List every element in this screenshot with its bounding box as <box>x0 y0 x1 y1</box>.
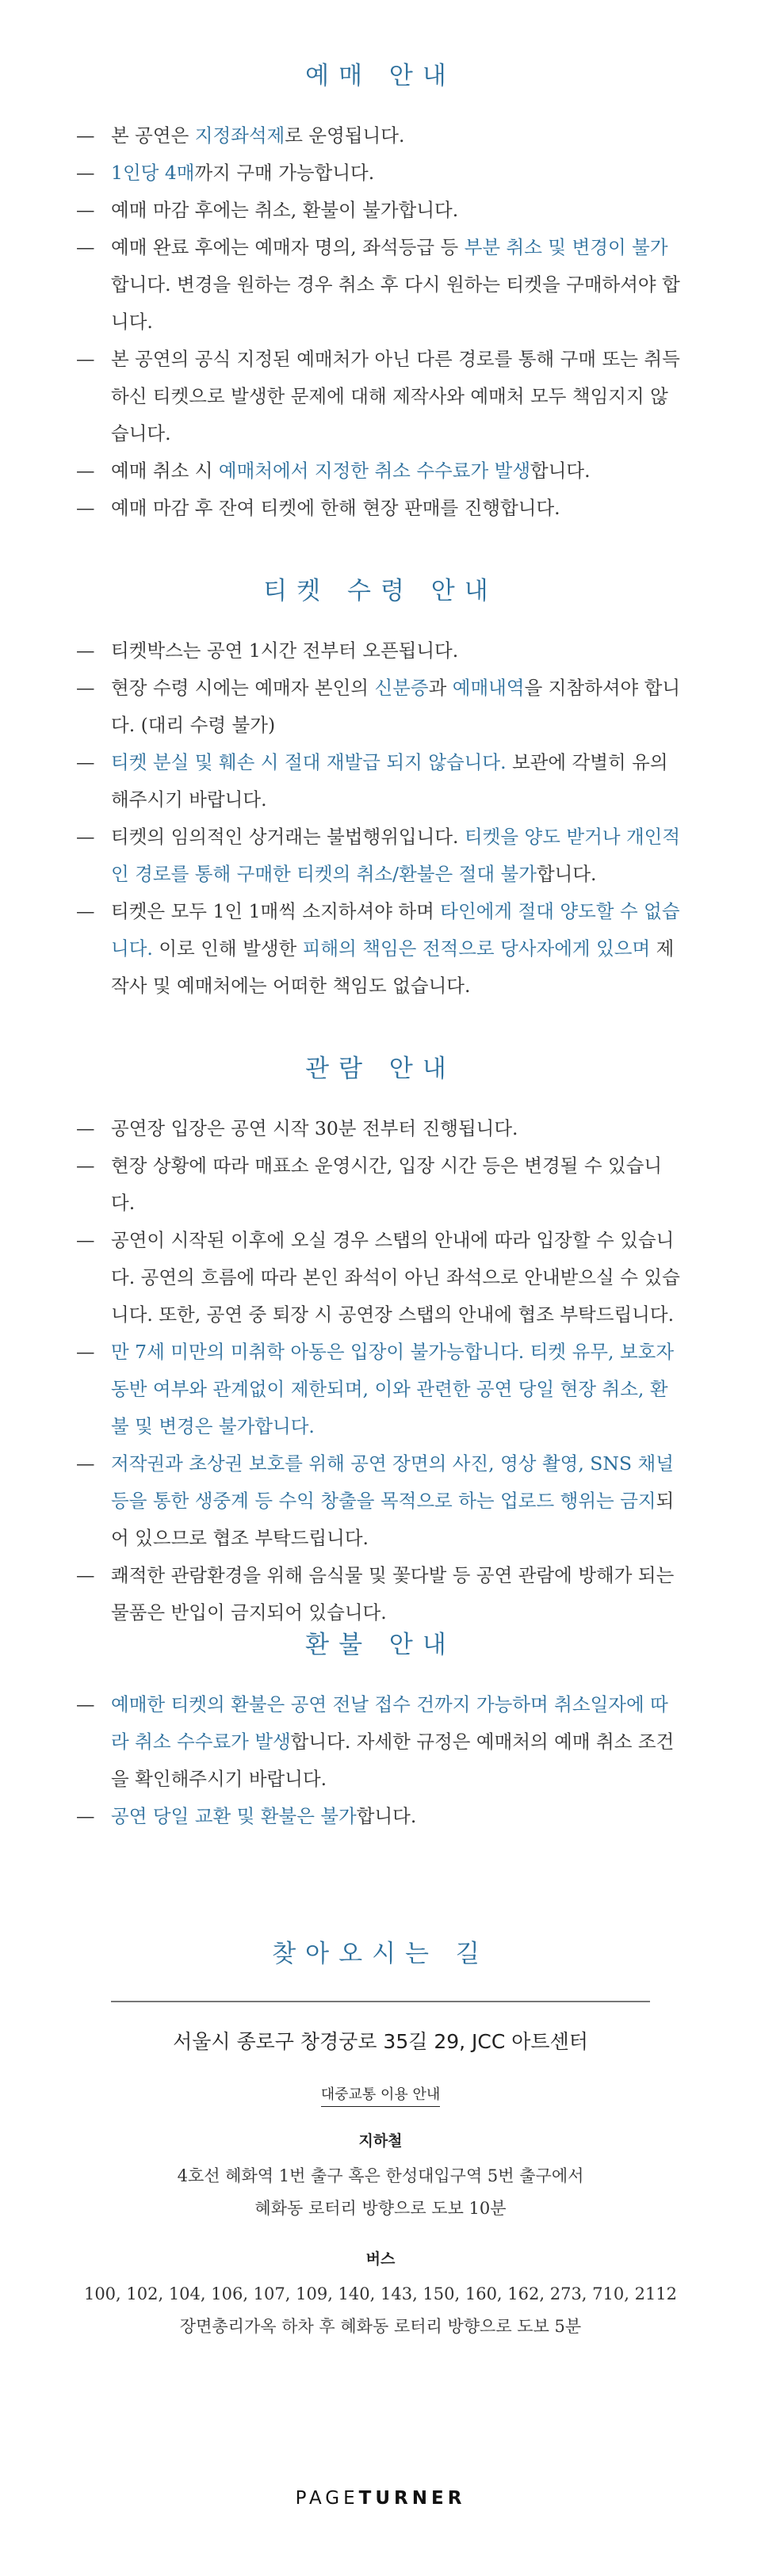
notice-item <box>0 1798 761 1835</box>
brand-logo-part2: TURNER <box>358 2488 466 2509</box>
notice-text: 합니다. 자세한 규정은 예매처의 예매 취소 조건을 확인해주시기 바랍니다. <box>111 1731 675 1790</box>
dash-bullet: — <box>76 1341 95 1363</box>
notice-item <box>0 192 761 229</box>
dash-bullet: — <box>76 1452 95 1475</box>
highlight-text: 공연 당일 교환 및 환불은 불가 <box>111 1805 357 1827</box>
notice-text: 이로 인해 발생한 <box>152 937 303 960</box>
dash-bullet: — <box>76 900 95 922</box>
dash-bullet: — <box>76 162 95 184</box>
dash-bullet: — <box>76 1117 95 1139</box>
directions-title: 찾아오시는 길 <box>272 1940 489 1968</box>
dash-bullet: — <box>76 1564 95 1586</box>
notice-text: 되어 있으므로 협조 부탁드립니다. <box>111 1490 675 1549</box>
dash-bullet: — <box>76 1693 95 1715</box>
notice-item <box>0 670 761 744</box>
subway-heading: 지하철 <box>358 2132 403 2150</box>
notice-text: 제작사 및 예매처에는 어떠한 책임도 없습니다. <box>111 937 675 997</box>
subway-line-1: 4호선 혜화역 1번 출구 혹은 한성대입구역 5번 출구에서 <box>177 2166 584 2185</box>
dash-bullet: — <box>76 497 95 519</box>
bus-line-1: 100, 102, 104, 106, 107, 109, 140, 143, 150, 160, 162, 273, 710, 2112 <box>83 2284 678 2303</box>
notice-item <box>0 452 761 490</box>
dash-bullet: — <box>76 1229 95 1251</box>
directions-section <box>0 1933 761 2343</box>
notice-text: 을 지참하셔야 합니다. (대리 수령 불가) <box>111 677 681 736</box>
refund-list <box>0 1686 761 1835</box>
notice-item <box>0 490 761 527</box>
dash-bullet: — <box>76 639 95 662</box>
highlight-text: 만 7세 미만의 미취학 아동은 입장이 불가능합니다. 티켓 유무, 보호자 동반 여부와 관계없이 제한되며, 이와 관련한 공연 당일 현장 취소, 환불 및 변경은 불가합니다. <box>111 1341 675 1437</box>
brand-logo-part1: PAGE <box>295 2488 359 2509</box>
notice-text: 예매 완료 후에는 예매자 명의, 좌석등급 등 <box>111 236 465 258</box>
notice-text: 예매 마감 후에는 취소, 환불이 불가합니다. <box>111 199 459 221</box>
notice-text: 보관에 각별히 유의해주시기 바랍니다. <box>111 751 668 811</box>
highlight-text: 피해의 책임은 전적으로 당사자에게 있으며 <box>302 937 651 960</box>
notice-text: 현장 수령 시에는 예매자 본인의 <box>111 677 375 699</box>
highlight-text: 티켓 분실 및 훼손 시 절대 재발급 되지 않습니다. <box>111 751 507 773</box>
notice-item <box>0 1110 761 1147</box>
bus-info <box>0 2278 761 2343</box>
highlight-text: 타인에게 절대 양도할 수 없습니다. <box>111 900 680 960</box>
dash-bullet: — <box>76 751 95 773</box>
notice-item <box>0 1334 761 1445</box>
notice-text: 합니다. <box>536 863 597 885</box>
notice-text: 쾌적한 관람환경을 위해 음식물 및 꽃다발 등 공연 관람에 방해가 되는 물품은 반입이 금지되어 있습니다. <box>111 1564 675 1624</box>
notice-text: 본 공연의 공식 지정된 예매처가 아닌 다른 경로를 통해 구매 또는 취득하신 티켓으로 발생한 문제에 대해 제작사와 예매처 모두 책임지지 않습니다. <box>111 348 680 445</box>
bus-line-2: 장면총리가옥 하차 후 혜화동 로터리 방향으로 도보 5분 <box>179 2317 582 2336</box>
notice-item <box>0 1686 761 1798</box>
notice-item <box>0 229 761 341</box>
notice-item <box>0 632 761 670</box>
notice-item <box>0 117 761 155</box>
notice-text: 로 운영됩니다. <box>285 124 405 147</box>
notice-text: 과 <box>428 677 453 699</box>
viewing-list <box>0 1110 761 1631</box>
notice-text: 예매 마감 후 잔여 티켓에 한해 현장 판매를 진행합니다. <box>111 497 560 519</box>
notice-text: 티켓의 임의적인 상거래는 불법행위입니다. <box>111 826 465 848</box>
dash-bullet: — <box>76 826 95 848</box>
viewing-section <box>0 1048 761 1631</box>
notice-item <box>0 893 761 1005</box>
subway-info <box>0 2160 761 2225</box>
refund-title: 환불 안내 <box>305 1631 456 1659</box>
dash-bullet: — <box>76 348 95 370</box>
highlight-text: 예매내역 <box>452 677 525 699</box>
dash-bullet: — <box>76 1805 95 1827</box>
notice-item <box>0 1222 761 1334</box>
ticket-list <box>0 632 761 1005</box>
viewing-title: 관람 안내 <box>305 1055 456 1083</box>
highlight-text: 지정좌석제 <box>194 124 285 147</box>
highlight-text: 1인당 4매 <box>111 162 195 184</box>
highlight-text: 티켓을 양도 받거나 개인적인 경로를 통해 구매한 티켓의 취소/환불은 절대 불가 <box>111 826 681 885</box>
notice-text: 공연장 입장은 공연 시작 30분 전부터 진행됩니다. <box>111 1117 518 1139</box>
notice-text: 티켓박스는 공연 1시간 전부터 오픈됩니다. <box>111 639 459 662</box>
refund-section <box>0 1624 761 1835</box>
dash-bullet: — <box>76 236 95 258</box>
booking-section <box>0 55 761 527</box>
highlight-text: 저작권과 초상권 보호를 위해 공연 장면의 사진, 영상 촬영, SNS 채널 등을 통한 생중계 등 수익 창출을 목적으로 하는 업로드 행위는 금지 <box>111 1452 674 1512</box>
notice-item <box>0 1445 761 1557</box>
notice-text: 예매 취소 시 <box>111 460 219 482</box>
notice-text: 합니다. 변경을 원하는 경우 취소 후 다시 원하는 티켓을 구매하셔야 합니다. <box>111 273 680 333</box>
dash-bullet: — <box>76 199 95 221</box>
venue-address: 서울시 종로구 창경궁로 35길 29, JCC 아트센터 <box>173 2030 588 2053</box>
notice-item <box>0 155 761 192</box>
dash-bullet: — <box>76 677 95 699</box>
notice-text: 본 공연은 <box>111 124 195 147</box>
highlight-text: 예매한 티켓의 환불은 공연 전날 접수 건까지 가능하며 취소일자에 따라 취소 수수료가 발생 <box>111 1693 668 1753</box>
notice-text: 공연이 시작된 이후에 오실 경우 스탭의 안내에 따라 입장할 수 있습니다. 공연의 흐름에 따라 본인 좌석이 아닌 좌석으로 안내받으실 수 있습니다. 또한, 공연 중 퇴장 시 공연장 스탭의 안내에 협조 부탁드립니다. <box>111 1229 680 1326</box>
brand-logo <box>0 2488 761 2509</box>
dash-bullet: — <box>76 460 95 482</box>
notice-text: 현장 상황에 따라 매표소 운영시간, 입장 시간 등은 변경될 수 있습니다. <box>111 1154 663 1214</box>
notice-text: 합니다. <box>356 1805 417 1827</box>
highlight-text: 예매처에서 지정한 취소 수수료가 발생 <box>218 460 531 482</box>
bus-heading: 버스 <box>365 2250 396 2268</box>
notice-text: 까지 구매 가능합니다. <box>194 162 375 184</box>
highlight-text: 부분 취소 및 변경이 불가 <box>464 236 668 258</box>
notice-item <box>0 744 761 819</box>
notice-item <box>0 819 761 893</box>
ticket-section <box>0 571 761 1005</box>
directions-divider <box>111 2001 650 2002</box>
transit-heading: 대중교통 이용 안내 <box>321 2083 441 2107</box>
dash-bullet: — <box>76 124 95 147</box>
notice-item <box>0 341 761 452</box>
notice-text: 합니다. <box>530 460 591 482</box>
booking-list <box>0 117 761 527</box>
subway-line-2: 혜화동 로터리 방향으로 도보 10분 <box>254 2199 507 2218</box>
dash-bullet: — <box>76 1154 95 1177</box>
notice-item <box>0 1147 761 1222</box>
ticket-title: 티켓 수령 안내 <box>263 577 498 605</box>
notice-item <box>0 1557 761 1631</box>
highlight-text: 신분증 <box>374 677 429 699</box>
booking-title: 예매 안내 <box>305 62 456 90</box>
notice-text: 티켓은 모두 1인 1매씩 소지하셔야 하며 <box>111 900 441 922</box>
